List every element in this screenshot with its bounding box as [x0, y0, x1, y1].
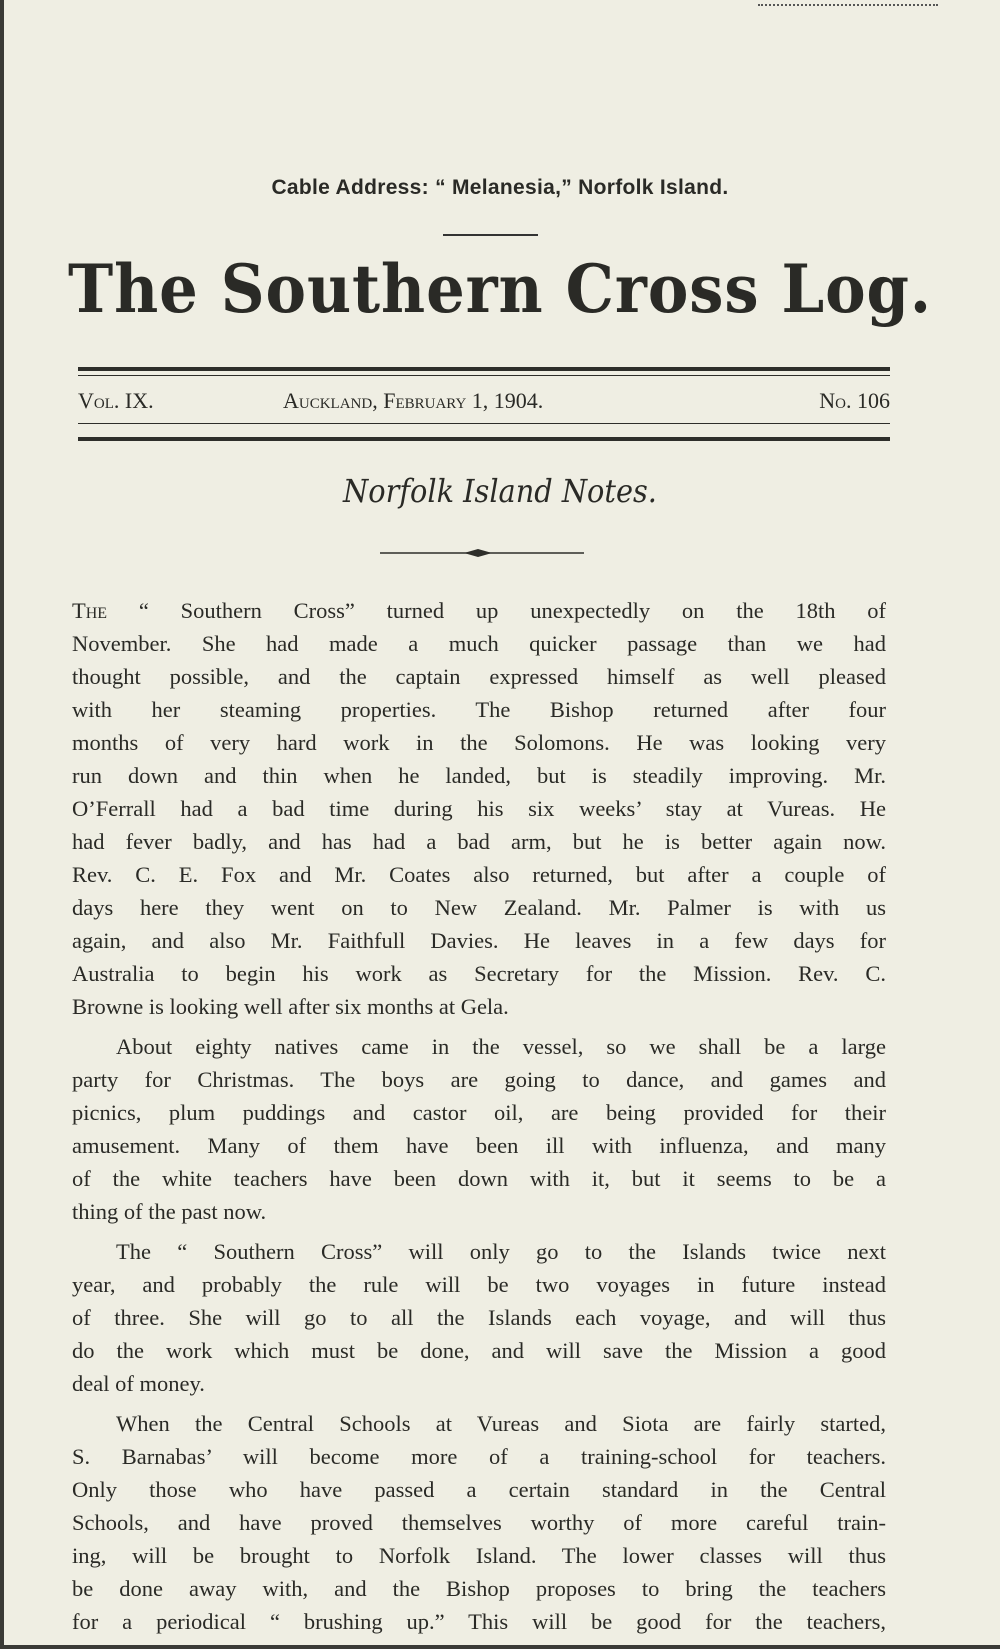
- text-line: The “ Southern Cross” turned up unexpectedly on the 18th of: [72, 598, 886, 623]
- text-line: picnics, plum puddings and castor oil, are being provided for their: [72, 1100, 886, 1125]
- opening-word: The: [72, 598, 108, 623]
- text-line: O’Ferrall had a bad time during his six weeks’ stay at Vureas. He: [72, 796, 886, 821]
- text-line: Rev. C. E. Fox and Mr. Coates also returned, but after a couple of: [72, 862, 886, 887]
- text-line: Browne is looking well after six months at Gela.: [72, 994, 509, 1019]
- scan-edge-top: [758, 4, 938, 6]
- text-line: again, and also Mr. Faithfull Davies. He leaves in a few days for: [72, 928, 886, 953]
- masthead-title: The Southern Cross Log.: [68, 250, 932, 328]
- text-line: thought possible, and the captain expressed himself as well pleased: [72, 664, 886, 689]
- text-line: November. She had made a much quicker passage than we had: [72, 631, 886, 656]
- text-line: amusement. Many of them have been ill with influenza, and many: [72, 1133, 886, 1158]
- paragraph: [72, 1235, 886, 1400]
- text-line: days here they went on to New Zealand. Mr. Palmer is with us: [72, 895, 886, 920]
- scan-edge-bottom: [0, 1645, 1000, 1649]
- text-line: thing of the past now.: [72, 1199, 267, 1224]
- text-line: S. Barnabas’ will become more of a training-school for teachers.: [72, 1444, 886, 1469]
- text-line: Australia to begin his work as Secretary for the Mission. Rev. C.: [72, 961, 886, 986]
- text-line: Schools, and have proved themselves worthy of more careful train-: [72, 1510, 886, 1535]
- text-line: ing, will be brought to Norfolk Island. The lower classes will thus: [72, 1543, 886, 1568]
- scan-edge-left: [0, 0, 4, 1649]
- text-line: party for Christmas. The boys are going to dance, and games and: [72, 1067, 886, 1092]
- text-line: months of very hard work in the Solomons. He was looking very: [72, 730, 886, 755]
- paragraph: [72, 594, 886, 1023]
- text-line: year, and probably the rule will be two voyages in future instead: [72, 1272, 886, 1297]
- text-line: of the white teachers have been down with it, but it seems to be a: [72, 1166, 886, 1191]
- text-line: When the Central Schools at Vureas and Siota are fairly started,: [116, 1411, 886, 1436]
- paragraph: [72, 1030, 886, 1228]
- text-line: Only those who have passed a certain standard in the Central: [72, 1477, 886, 1502]
- issue-line: [78, 388, 890, 418]
- text-line: with her steaming properties. The Bishop returned after four: [72, 697, 886, 722]
- paragraph: [72, 1407, 886, 1638]
- text-line: of three. She will go to all the Islands each voyage, and will thus: [72, 1305, 886, 1330]
- article-body: [72, 594, 886, 1645]
- volume-label: Vol. IX.: [78, 388, 154, 413]
- text-line: The “ Southern Cross” will only go to the Islands twice next: [116, 1239, 886, 1264]
- text-line: About eighty natives came in the vessel, so we shall be a large: [116, 1034, 886, 1059]
- issue-rule-thick: [78, 437, 890, 441]
- masthead-rule-thin: [78, 375, 890, 376]
- text-line: run down and thin when he landed, but is steadily improving. Mr.: [72, 763, 886, 788]
- ornament-divider: [380, 548, 584, 558]
- text-line: be done away with, and the Bishop proposes to bring the teachers: [72, 1576, 886, 1601]
- text-line: for a periodical “ brushing up.” This will be good for the teachers,: [72, 1609, 886, 1634]
- issue-rule-thin: [78, 423, 890, 424]
- text-line: deal of money.: [72, 1371, 205, 1396]
- place-date: Auckland, February 1, 1904.: [283, 388, 544, 413]
- text-line: do the work which must be done, and will save the Mission a good: [72, 1338, 886, 1363]
- masthead-rule-thick: [78, 367, 890, 371]
- header-short-rule: [443, 234, 538, 236]
- cable-address: Cable Address: “ Melanesia,” Norfolk Island.: [271, 176, 729, 199]
- issue-number: No. 106: [819, 388, 890, 413]
- text-line: had fever badly, and has had a bad arm, but he is better again now.: [72, 829, 886, 854]
- section-title: Norfolk Island Notes.: [343, 472, 657, 510]
